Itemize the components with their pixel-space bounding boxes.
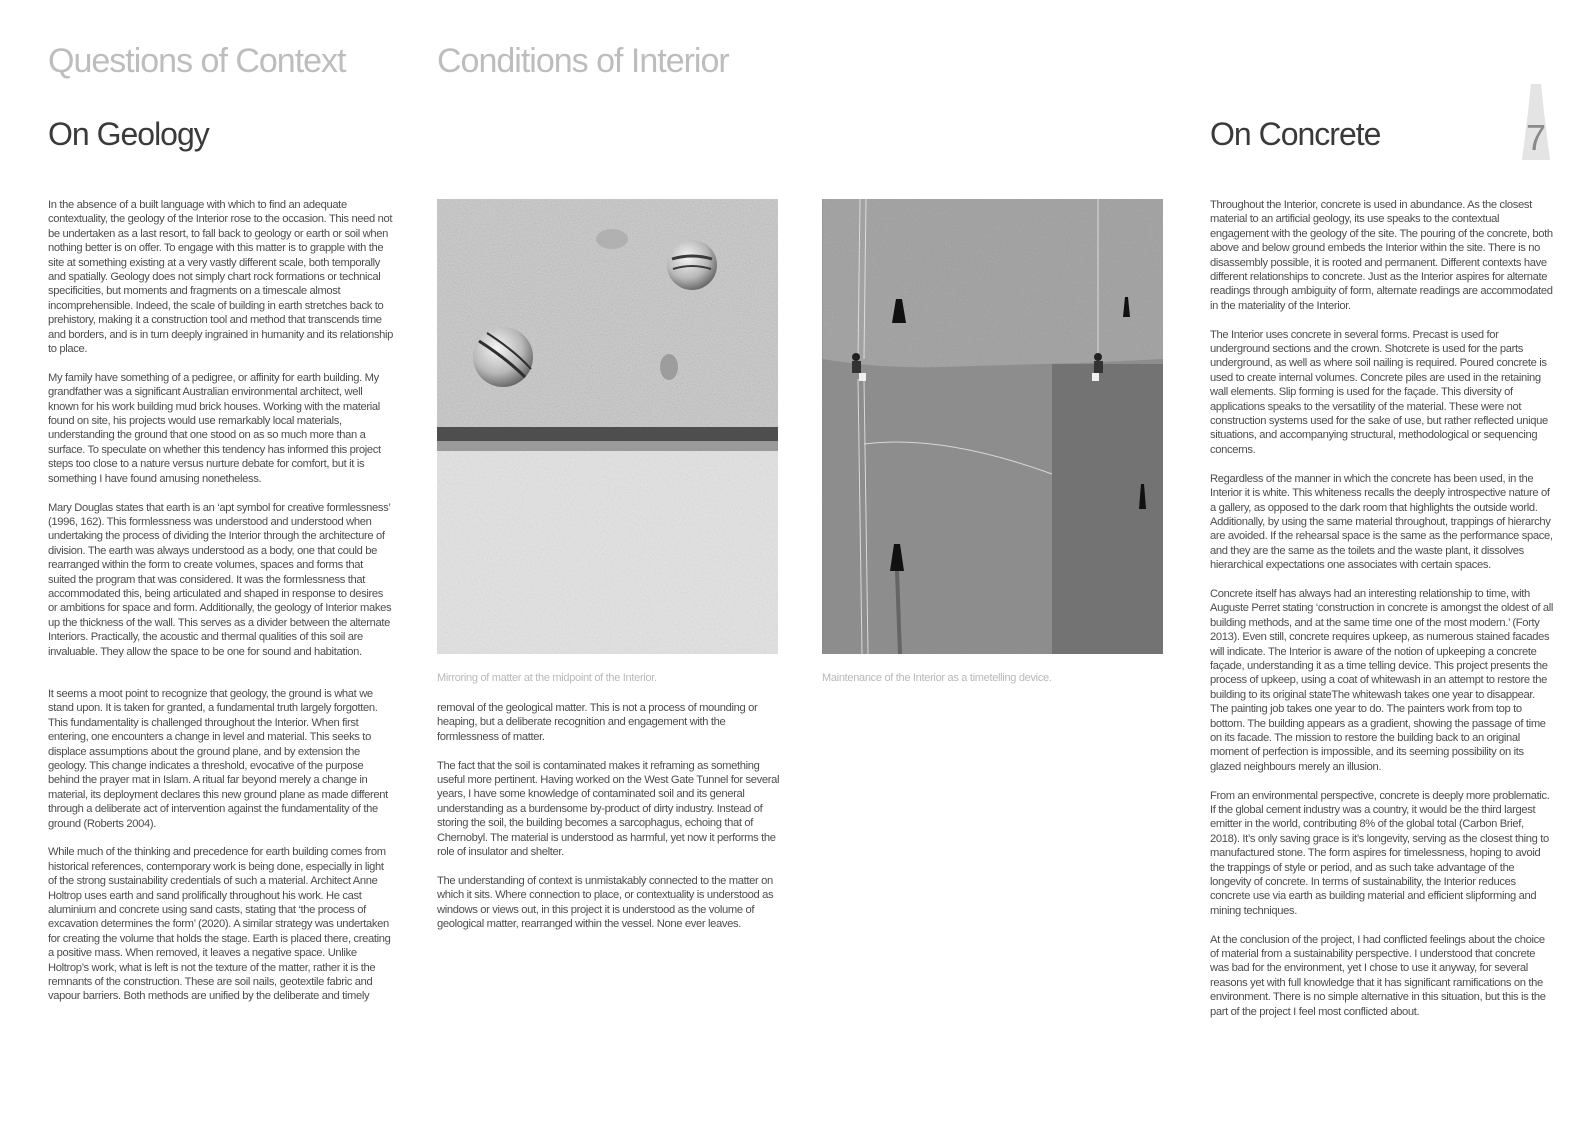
section-title-concrete: On Concrete <box>1210 116 1381 152</box>
geology-paragraph: My family have something of a pedigree, or affinity for earth building. My grandfather was a significant Australian environmental architect, well known for his work building mud brick houses. Working with the material found on site, his projects would use remarkably local materials, understanding the ground that one stood on as so much more than a surface. To speculate on whether this tendency has informed this project steps too close to a nature versus nurture debate for comfort, but it is something I have found amusing nonetheless. <box>48 371 381 485</box>
figure-mirroring-matter <box>437 199 778 654</box>
geology-paragraph: While much of the thinking and precedence for earth building comes from historical references, contemporary work is being done, especially in light of the strong sustainability credentials of such a material. Architect Anne Holtrop uses earth and sand prolifically throughout his work. He cast aluminium and concrete using sand casts, stating that ‘the process of excavation determines the form’ (2020). A similar strategy was undertaken for creating the volume that holds the stage. Earth is placed there, creating a positive mass. When removed, it leaves a negative space. Unlike Holtrop’s work, what is left is not the texture of the matter, rather it is the remnants of the construction. These are soil nails, geotextile fabric and vapour barriers. Both methods are unified by the deliberate and timely <box>48 846 391 1003</box>
geology-paragraph: Mary Douglas states that earth is an ‘apt symbol for creative formlessness’ (1996, 162). This formlessness was understood and understood when undertaking the process of dividing the Interior through the architecture of division. The earth was always understood as a body, one that could be rearranged within the form to create volumes, spaces and forms that suited the program that was considered. It was the formlessness that accommodated this, being articulated and shaped in response to desires or ambitions for space and form. Additionally, the geology of Interior makes up the thickness of the wall. This serves as a divider between the alternate Interiors. Practically, the acoustic and thermal qualities of this soil are invaluable. They allow the space to be one for sound and habitation. <box>48 501 392 658</box>
page-number-tab <box>1522 84 1550 160</box>
geology-paragraph: The understanding of context is unmistakably connected to the matter on which it sits. Where connection to place, or contextuality is understood as windows or views out, in this project it is understood as the volume of geological matter, rearranged within the vessel. None ever leaves. <box>437 874 774 931</box>
geology-paragraph: In the absence of a built language with which to find an adequate contextuality, the geology of the Interior rose to the occasion. This need not be undertaken as a last resort, to fall back to geology or earth or soil when nothing better is on offer. To engage with this matter is to grapple with the site at something existing at a very vastly different scale, both temporally and spatially. Geology does not simply chart rock formations or technical specificities, but moments and fragments on a timescale almost incomprehensible. Indeed, the scale of building in earth stretches back to prehistory, making it a construction tool and method that transcends time and borders, and is in turn deeply ingrained in humanity and its relationship to place. <box>48 199 393 356</box>
section-title-geology: On Geology <box>48 116 209 152</box>
concrete-paragraph: From an environmental perspective, concrete is deeply more problematic. If the global cement industry was a country, it would be the third largest emitter in the world, contributing 8% of the global total (Carbon Brief, 2018). It’s only saving grace is it’s longevity, serving as the closest thing to manufactured stone. The form aspires for timelessness, hoping to avoid the trappings of style or period, and as such take advantage of the longevity of concrete. In terms of sustainability, the Interior reduces concrete use via earth as building material and efficient slipforming and mining techniques. <box>1210 789 1550 917</box>
geology-paragraph: The fact that the soil is contaminated makes it reframing as something useful more pertinent. Having worked on the West Gate Tunnel for several years, I have some knowledge of contaminated soil and its general understanding as a burdensome by-product of dirty industry. Instead of storing the soil, the building becomes a sarcophagus, echoing that of Chernobyl. The material is understood as harmful, yet now it performs the role of insulator and shelter. <box>437 759 780 859</box>
figure-caption: Mirroring of matter at the midpoint of the Interior. <box>437 672 657 684</box>
running-header-left: Questions of Context <box>48 42 346 80</box>
concrete-paragraph: Concrete itself has always had an interesting relationship to time, with Auguste Perret stating ‘construction in concrete is amongst the oldest of all building methods, and at the same time one of the most modern.’ (Forty 2013). Even still, concrete requires upkeep, as numerous stained facades will indicate. The Interior is aware of the notion of upkeeping a concrete façade, understanding it as a time telling device. This project presents the process of upkeep, using a coat of whitewash in an attempt to restore the building to its original stateThe whitewash takes one year to disappear. The painting job takes one year to do. The painters work from top to bottom. The building appears as a gradient, showing the passage of time on its facade. The mission to restore the building back to an original moment of perfection is impossible, and its seeming possibility on its glazed neighbours merely an illusion. <box>1210 587 1554 773</box>
concrete-paragraph: At the conclusion of the project, I had conflicted feelings about the choice of material from a sustainability perspective. I understood that concrete was bad for the environment, yet I chose to use it anyway, for several reasons yet with full knowledge that it has significant ramifications on the environment. There is no simple alternative in this situation, but this is the part of the project I feel most conflicted about. <box>1210 933 1546 1018</box>
geology-continued-column <box>437 701 782 946</box>
geology-text-column <box>48 198 393 1018</box>
geology-paragraph: It seems a moot point to recognize that geology, the ground is what we stand upon. It is taken for granted, a fundamental truth largely forgotten. This fundamentality is challenged throughout the Interior. When first entering, one encounters a change in level and material. This seeks to displace assumptions about the ground plane, and by extension the geology. This change indicates a threshold, evocative of the purpose behind the prayer mat in Islam. A ritual far beyond merely a change in material, its deployment declares this new ground plane as made different through a deliberate act of intervention against the fundamentality of the ground (Roberts 2004). <box>48 687 388 830</box>
running-header-right: Conditions of Interior <box>437 42 729 80</box>
figure-caption: Maintenance of the Interior as a timetelling device. <box>822 672 1052 684</box>
concrete-text-column <box>1210 198 1555 1033</box>
page-number: 7 <box>1525 117 1547 158</box>
geology-paragraph: removal of the geological matter. This is not a process of mounding or heaping, but a deliberate recognition and engagement with the formlessness of matter. <box>437 702 758 743</box>
concrete-paragraph: Regardless of the manner in which the concrete has been used, in the Interior it is white. This whiteness recalls the deeply introspective nature of a gallery, as opposed to the dark room that highlights the outside world. Additionally, by using the same material throughout, trappings of hierarchy are avoided. If the rehearsal space is the same as the performance space, and they are the same as the toilets and the waste plant, it dissolves hierarchical expectations one associates with certain spaces. <box>1210 472 1553 572</box>
concrete-paragraph: The Interior uses concrete in several forms. Precast is used for underground sections and the crown. Shotcrete is used for the parts underground, as well as where soil nailing is required. Poured concrete is used to create internal volumes. Concrete piles are used in the retaining wall elements. Slip forming is used for the façade. This diversity of applications speaks to the versatility of the material. These were not construction systems used for the sake of use, but rather reflected unique situations, and accompanying structural, methodological or sequencing concerns. <box>1210 328 1548 456</box>
concrete-paragraph: Throughout the Interior, concrete is used in abundance. As the closest material to an artificial geology, its use speaks to the contextual engagement with the geology of the site. The pouring of the concrete, both above and below ground embeds the Interior within the site. There is no disassembly possible, it is rooted and permanent. Different contexts have different relationships to concrete. Just as the Interior aspires for alternate readings through ambiguity of form, alternate readings are accommodated in the materiality of the Interior. <box>1210 199 1553 312</box>
figure-maintenance-interior <box>822 199 1163 654</box>
